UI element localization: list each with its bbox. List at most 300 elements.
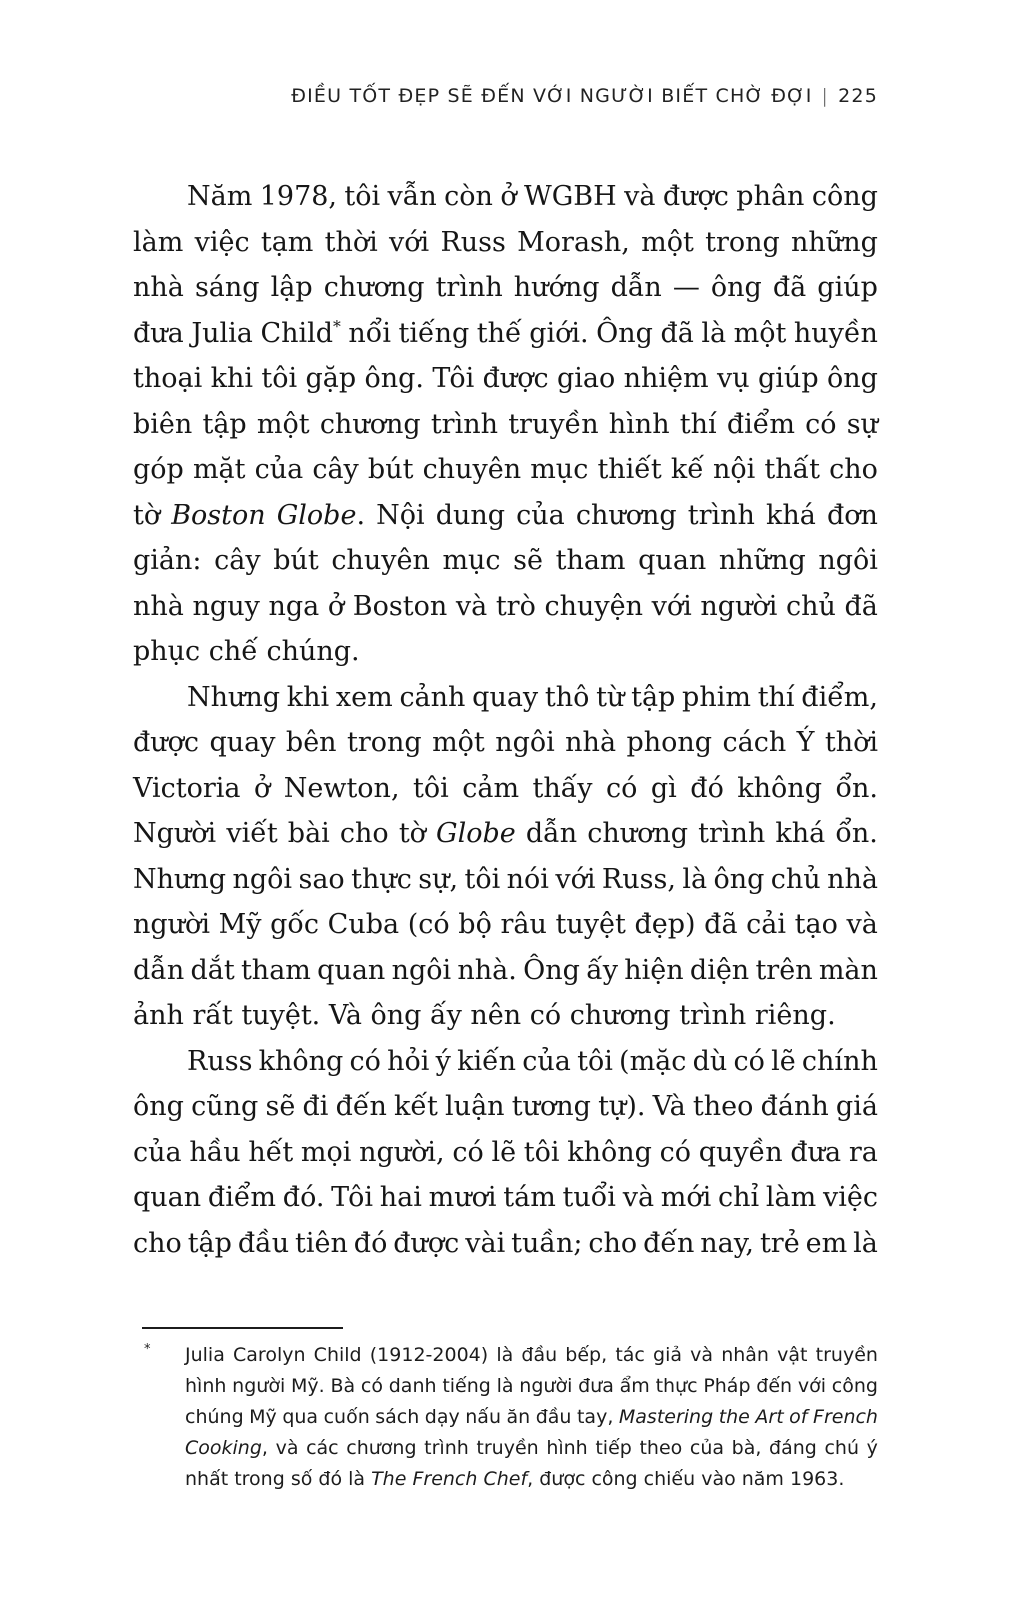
text-span: trình (687, 499, 755, 531)
word (526, 811, 577, 857)
text-span: ngôi (818, 545, 878, 576)
word (777, 1340, 807, 1371)
text-span: Boston (352, 590, 448, 622)
word (631, 675, 675, 721)
text-span: giả (653, 1344, 682, 1366)
text-span: một (256, 408, 310, 440)
text-span: Russ (440, 226, 506, 258)
text-span: đầu (521, 1344, 558, 1366)
text-span: có (452, 1136, 484, 1168)
text-span: mươi (428, 1182, 497, 1213)
header-separator: | (821, 85, 830, 107)
word (555, 902, 625, 948)
running-title: ĐIỀU TỐT ĐẸP SẼ ĐẾN VỚI NGƯỜI BIẾT CHỜ ĐỢI (291, 85, 813, 107)
text-span: của (516, 499, 565, 531)
word (442, 1371, 491, 1402)
running-header (291, 85, 878, 107)
word (719, 538, 806, 584)
word (771, 857, 821, 903)
word (713, 447, 755, 493)
word (698, 811, 765, 857)
text-span: Mỹ (249, 1406, 277, 1428)
word (634, 902, 695, 948)
text-span: đã (660, 317, 694, 349)
text-span: sự (846, 408, 878, 440)
text-span: tập (187, 1227, 232, 1259)
word (277, 493, 365, 539)
word (507, 1402, 531, 1433)
text-span: nguy (192, 590, 260, 622)
text-span: Julia (185, 1344, 225, 1366)
text-span: giá (835, 1091, 878, 1122)
text-span: đánh (760, 1091, 829, 1122)
text-line (185, 1433, 878, 1464)
text-span: kế (670, 454, 704, 485)
text-span: có (349, 1045, 381, 1077)
word (191, 1084, 258, 1130)
word (219, 902, 262, 948)
text-span: luận (445, 1091, 505, 1122)
word (653, 1084, 686, 1130)
word (370, 1340, 488, 1371)
text-span: với (555, 863, 596, 895)
word (671, 447, 704, 493)
text-span: truyền (508, 408, 599, 440)
word (533, 766, 593, 812)
text-span: bút (367, 454, 414, 485)
text-span: ông (133, 1091, 184, 1122)
word (496, 584, 536, 630)
word (556, 538, 626, 584)
word (508, 402, 598, 448)
word (853, 1221, 878, 1267)
word (545, 675, 590, 721)
word (324, 265, 425, 311)
text-span: Và (652, 1091, 686, 1122)
word (288, 811, 330, 857)
word (699, 1130, 783, 1176)
word (713, 857, 764, 903)
word (737, 766, 822, 812)
word (641, 220, 694, 266)
footnote-lines (185, 1340, 878, 1495)
word (195, 220, 250, 266)
word (775, 811, 825, 857)
text-span: tuổi (562, 1182, 616, 1213)
text-span: làm (765, 1182, 817, 1213)
text-span: ở (254, 772, 271, 804)
text-span: và (624, 181, 656, 212)
text-span: đó (353, 1227, 388, 1259)
text-span: tờ (398, 818, 426, 849)
word (727, 402, 795, 448)
word (790, 1130, 841, 1176)
text-span: với (797, 1375, 826, 1397)
word (823, 1175, 878, 1221)
word (661, 1175, 712, 1221)
text-span: mới (660, 1182, 712, 1213)
word (442, 538, 500, 584)
word (238, 1221, 289, 1267)
word (511, 1221, 582, 1267)
text-span: ra (848, 1136, 878, 1168)
text-span: và (622, 1182, 655, 1213)
word (324, 1402, 370, 1433)
word (133, 265, 184, 311)
word (392, 948, 452, 994)
text-span: tờ (133, 499, 161, 531)
text-span: quan (133, 1182, 202, 1213)
word (835, 811, 878, 857)
text-span: trình (430, 408, 498, 440)
text-span: đầu (237, 1227, 290, 1259)
text-span: truyền (815, 1344, 878, 1366)
text-span: điểm, (801, 681, 878, 713)
text-span: khi (286, 681, 330, 713)
text-span: vài (465, 1227, 506, 1259)
page-number: 225 (838, 85, 878, 107)
text-span: đưa (133, 317, 184, 349)
word (609, 402, 670, 448)
word (456, 584, 487, 630)
word (769, 1433, 817, 1464)
text-span: đã (772, 272, 807, 303)
word (483, 356, 549, 402)
text-span: mặt (192, 454, 246, 485)
text-span: trên (755, 954, 813, 986)
text-span: trẻ (759, 1227, 800, 1259)
word (824, 1433, 859, 1464)
word (732, 1433, 762, 1464)
word (530, 447, 588, 493)
word (586, 948, 618, 994)
text-span: Mastering (618, 1406, 714, 1428)
text-span: Tôi (432, 363, 475, 394)
word (619, 1402, 713, 1433)
text-span: dù (692, 1045, 728, 1077)
text-span: đó (690, 772, 724, 804)
word (465, 1221, 505, 1267)
word (359, 1130, 445, 1176)
text-span: thời (824, 727, 878, 758)
word (588, 1221, 637, 1267)
text-span: và (690, 1344, 714, 1366)
word (347, 720, 422, 766)
word (312, 447, 358, 493)
word (606, 766, 637, 812)
text-span: vụ (717, 363, 750, 394)
word (653, 1340, 682, 1371)
word (500, 902, 546, 948)
text-span: ổn. (835, 772, 878, 804)
text-span: ổn. (835, 818, 878, 849)
text-span: Bà (330, 1375, 356, 1397)
text-span: khá (775, 818, 826, 849)
text-span: bút (273, 545, 319, 576)
word (718, 1175, 759, 1221)
text-span: trò (495, 590, 536, 622)
word (711, 265, 762, 311)
text-span: Cooking (185, 1437, 262, 1459)
text-span: có (805, 408, 837, 440)
word (755, 948, 812, 994)
text-span: nhân (721, 1344, 769, 1366)
word (191, 311, 253, 357)
word (189, 1130, 240, 1176)
text-span: tuần; (511, 1227, 583, 1259)
text-span: có (360, 1375, 383, 1397)
text-span: là (496, 1344, 514, 1366)
word (813, 1402, 878, 1433)
text-span: của (133, 1136, 182, 1168)
text-span: việc (822, 1182, 878, 1213)
word (756, 1371, 792, 1402)
word (847, 402, 878, 448)
text-span: hầu (189, 1136, 241, 1168)
word (344, 174, 380, 220)
word (133, 857, 226, 903)
text-span: lẽ (491, 1136, 517, 1168)
word (249, 1402, 277, 1433)
text-span: cây (214, 545, 261, 576)
word (425, 1402, 460, 1433)
text-span: còn (444, 181, 493, 212)
word (816, 1340, 878, 1371)
word (639, 1433, 682, 1464)
paragraph (133, 1039, 878, 1267)
footnote-reference-asterisk: * (333, 316, 341, 336)
word (282, 1402, 318, 1433)
text-span: sao (298, 863, 345, 895)
word (638, 538, 706, 584)
text-span: tập (631, 681, 676, 713)
text-span: cho (133, 1227, 182, 1259)
text-span: và (455, 590, 488, 622)
text-span: hiện (624, 954, 684, 986)
text-line (133, 538, 878, 584)
word (462, 766, 519, 812)
word (836, 1084, 878, 1130)
text-span: sáng (194, 272, 260, 303)
text-span: đưa (578, 1375, 614, 1397)
word (302, 1084, 328, 1130)
word (432, 356, 474, 402)
word (413, 766, 449, 812)
text-span: tôi (577, 1045, 613, 1077)
text-span: Russ (187, 1045, 253, 1077)
text-span: Victoria (133, 772, 241, 804)
word (283, 1175, 325, 1221)
text-span: Ông (523, 954, 580, 986)
word (555, 857, 595, 903)
word (185, 1371, 226, 1402)
text-span: phân (736, 181, 805, 212)
text-span: chương (575, 499, 677, 531)
text-span: cho (339, 818, 389, 849)
text-span: ở (327, 590, 345, 622)
text-span: được (133, 727, 200, 758)
text-line (133, 447, 878, 493)
text-span: Nội (376, 499, 425, 531)
text-span: ông (826, 363, 878, 394)
text-span: tác (615, 1344, 645, 1366)
text-span: tôi (413, 772, 449, 804)
word (436, 811, 516, 857)
word (829, 447, 878, 493)
text-span: chương (346, 1437, 417, 1459)
word (133, 402, 192, 448)
word (846, 902, 877, 948)
word (812, 174, 878, 220)
text-span: có (659, 1136, 692, 1168)
text-span: ông. (364, 363, 424, 394)
text-span: dung (435, 499, 506, 531)
word (643, 1221, 694, 1267)
text-line (133, 902, 878, 948)
word (806, 1221, 848, 1267)
word (476, 1433, 538, 1464)
word (825, 720, 878, 766)
text-span: đơn (826, 499, 878, 531)
text-span: việc (194, 226, 250, 258)
word (232, 857, 292, 903)
word (133, 220, 183, 266)
word (794, 311, 878, 357)
word (399, 675, 465, 721)
body-text (133, 174, 878, 1266)
text-span: thoại (133, 363, 203, 394)
text-span: nhà (565, 727, 617, 758)
word (187, 1039, 252, 1085)
word (350, 1039, 381, 1085)
word (791, 220, 878, 266)
text-line (185, 1464, 878, 1495)
text-span: mục (442, 545, 501, 576)
footnote-divider (142, 1327, 343, 1329)
word (798, 1371, 826, 1402)
text-span: Child (260, 317, 334, 349)
word (524, 1130, 560, 1176)
text-span: bên (285, 727, 337, 758)
word (690, 766, 724, 812)
text-span: Morash, (517, 226, 630, 258)
text-line (133, 1039, 878, 1085)
word (529, 311, 588, 357)
text-line (185, 1402, 878, 1433)
word (513, 538, 543, 584)
text-span: của (254, 454, 304, 485)
text-span: nga (268, 590, 320, 622)
word (503, 1175, 556, 1221)
word (758, 356, 819, 402)
text-span: dẫn (610, 272, 662, 303)
word (452, 1130, 483, 1176)
text-span: tự). (598, 1091, 646, 1122)
text-span: đến (643, 1227, 695, 1259)
text-span: chương (587, 818, 689, 849)
word (388, 174, 437, 220)
text-span: thất (764, 454, 821, 485)
word (429, 1175, 497, 1221)
text-span: dẫn (133, 954, 185, 986)
word (291, 1371, 325, 1402)
text-span: thí (679, 408, 717, 440)
word (248, 1130, 293, 1176)
text-span: thực (351, 863, 412, 895)
text-span: trình (424, 1437, 469, 1459)
text-span: đáng (769, 1437, 817, 1459)
text-span: sự, (418, 863, 459, 895)
word (375, 1402, 419, 1433)
text-span: qua (282, 1406, 319, 1428)
text-line (133, 993, 878, 1039)
text-span: nhất trong số đó là (185, 1468, 372, 1490)
text-line (133, 675, 878, 721)
word (734, 1039, 765, 1085)
word (651, 766, 677, 812)
word (432, 720, 485, 766)
text-span: trình (698, 818, 766, 849)
word (133, 1084, 184, 1130)
text-span: giới. (529, 317, 589, 349)
text-line (185, 1340, 878, 1371)
word (226, 811, 277, 857)
word (257, 402, 310, 448)
word (746, 902, 786, 948)
word (202, 402, 246, 448)
word (458, 902, 492, 948)
text-span: giao (557, 363, 616, 394)
text-span: bài (287, 818, 330, 849)
text-span: chương (323, 272, 425, 303)
word (801, 675, 878, 721)
text-span: kết (394, 1091, 438, 1122)
word (214, 538, 260, 584)
word (690, 948, 749, 994)
text-span: — (672, 272, 700, 303)
word (660, 1130, 691, 1176)
text-span: ý (435, 1045, 451, 1077)
word (623, 1175, 654, 1221)
word (380, 1175, 422, 1221)
word (261, 220, 314, 266)
word (700, 1221, 754, 1267)
text-span: truyền (476, 1437, 539, 1459)
word (393, 1221, 459, 1267)
word (389, 220, 429, 266)
text-span: là (853, 1227, 878, 1259)
word (444, 174, 493, 220)
word (133, 720, 199, 766)
word (620, 1371, 650, 1402)
text-span: gì (650, 772, 677, 804)
text-span: , được công chiếu vào năm 1963. (527, 1468, 845, 1490)
word (624, 356, 709, 402)
text-span: tôi (261, 363, 298, 394)
text-span: theo (692, 1091, 754, 1122)
word (133, 948, 184, 994)
text-span: chú (824, 1437, 859, 1459)
word (521, 1340, 557, 1371)
word (241, 948, 311, 994)
word (336, 675, 393, 721)
word (721, 1340, 769, 1371)
text-span: tham (555, 545, 626, 576)
text-span: thấy (532, 772, 593, 804)
word (495, 720, 555, 766)
text-span: đó. (282, 1182, 325, 1213)
word (682, 857, 707, 903)
